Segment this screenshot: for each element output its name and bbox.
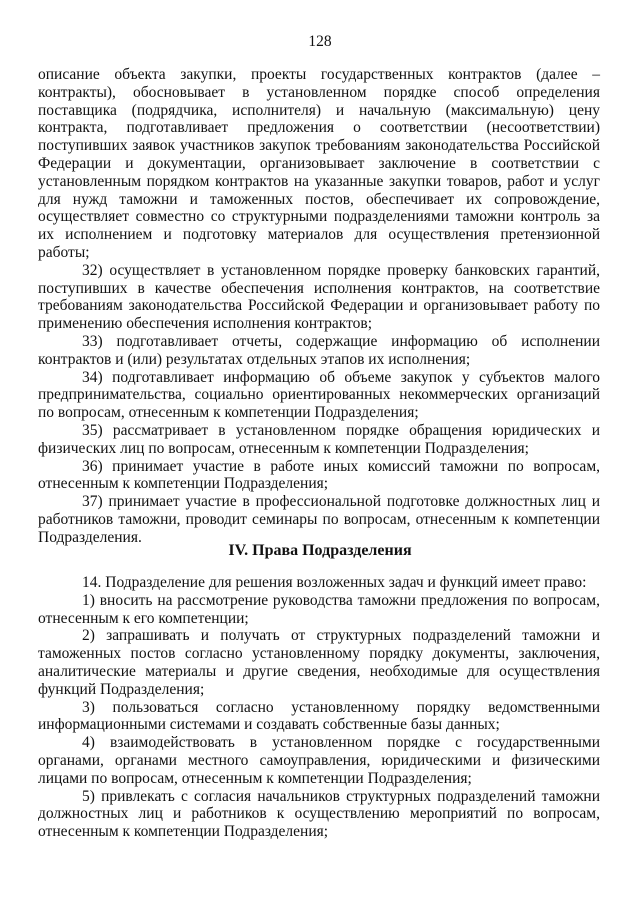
section-heading: IV. Права Подразделения <box>228 542 412 559</box>
paragraph: 35) рассматривает в установленном порядке обращения юридических и физических лиц по вопросам, отнесенным к компетенции Подразделения; <box>38 421 600 457</box>
paragraph: 34) подготавливает информацию об объеме закупок у субъектов малого предпринимательства, социально ориентированных некоммерческих организаций по вопросам, отнесенным к компетенции Подразделения; <box>38 368 600 422</box>
paragraph: 36) принимает участие в работе иных комиссий таможни по вопросам, отнесенным к компетенции Подразделения; <box>38 457 600 493</box>
paragraph: 4) взаимодействовать в установленном порядке с государственными органами, органами местного самоуправления, юридическими и физическими лицами по вопросам, отнесенным к компетенции Подразделения; <box>38 734 600 787</box>
paragraph: описание объекта закупки, проекты государственных контрактов (далее – контракты), обосновывает в установленном порядке способ определения поставщика (подрядчика, исполнителя) и начальную (максимальную) цену контракта, подготавливает предложения о соответствии (несоответствии) поступивших заявок участников закупок требованиям законодательства Российской Федерации и документации, организовывает заключение в соответствии с установленным порядком контрактов на указанные закупки товаров, работ и услуг для нужд таможни и таможенных постов, обеспечивает их сопровождение, осуществляет совместно со структурными подразделениями таможни контроль за их исполнением и подготовку материалов для осуществления претензионной работы; <box>38 66 600 261</box>
paragraph: 32) осуществляет в установленном порядке проверку банковских гарантий, поступивших в качестве обеспечения исполнения контрактов, на соответствие требованиям законодательства Российской Федерации и организовывает работу по применению обеспечения исполнения контрактов; <box>38 261 600 333</box>
page-number: 128 <box>308 33 332 50</box>
paragraph: 5) привлекать с согласия начальников структурных подразделений таможни должностных лиц и работников к осуществлению мероприятий по вопросам, отнесенным к компетенции Подразделения; <box>38 787 600 841</box>
paragraph: 2) запрашивать и получать от структурных подразделений таможни и таможенных постов согласно установленному порядку документы, заключения, аналитические материалы и другие сведения, необходимые для осуществления функций Подразделения; <box>38 627 600 698</box>
body-text-part2 <box>38 574 600 841</box>
paragraph: 37) принимает участие в профессиональной подготовке должностных лиц и работников таможни, проводит семинары по вопросам, отнесенным к компетенции Подразделения. <box>38 493 600 546</box>
paragraph: 1) вносить на рассмотрение руководства таможни предложения по вопросам, отнесенным к его компетенции; <box>38 591 600 627</box>
paragraph: 33) подготавливает отчеты, содержащие информацию об исполнении контрактов и (или) результатах отдельных этапов их исполнения; <box>38 332 600 368</box>
paragraph: 3) пользоваться согласно установленному порядку ведомственными информационными системами и создавать собственные базы данных; <box>38 698 600 734</box>
paragraph: 14. Подразделение для решения возложенных задач и функций имеет право: <box>82 574 587 591</box>
body-text-part1 <box>38 66 600 547</box>
